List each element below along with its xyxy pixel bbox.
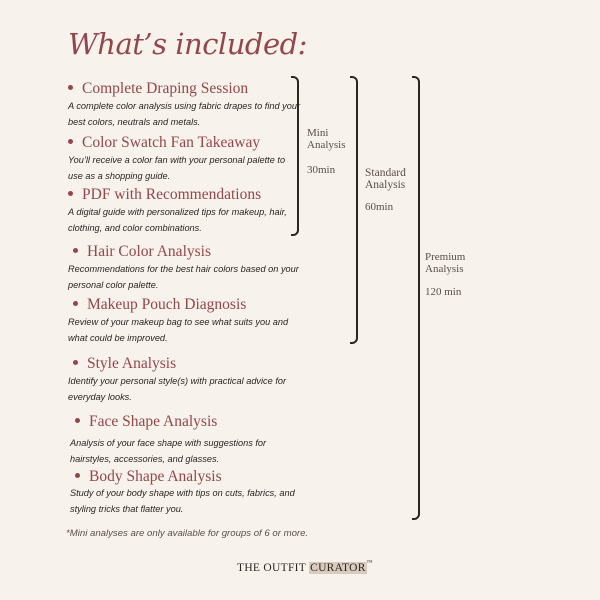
tier-mini-label: Mini Analysis <box>307 127 346 151</box>
tier-premium-duration: 120 min <box>425 286 462 298</box>
item-title-hair-color: Hair Color Analysis <box>73 243 211 261</box>
page-title: What’s included: <box>68 27 307 61</box>
item-desc-body-shape: Study of your body shape with tips on cuts, fabrics, and styling tricks that flatter you. <box>70 488 295 514</box>
mini-analysis-bracket <box>291 76 299 236</box>
tier-standard-duration: 60min <box>365 201 394 213</box>
bullet-icon <box>68 139 73 144</box>
bullet-icon <box>75 418 80 423</box>
item-title-pdf: PDF with Recommendations <box>68 186 261 204</box>
bullet-icon <box>68 85 73 90</box>
bullet-icon <box>73 248 78 253</box>
item-title-draping: Complete Draping Session <box>68 80 248 98</box>
item-title-makeup-pouch: Makeup Pouch Diagnosis <box>73 296 246 314</box>
bullet-icon <box>73 360 78 365</box>
item-desc-makeup-pouch: Review of your makeup bag to see what suits you and what could be improved. <box>68 317 289 343</box>
brand-logo: THE OUTFIT CURATOR™ <box>237 560 373 574</box>
footnote: *Mini analyses are only available for groups of 6 or more. <box>66 528 309 539</box>
tier-standard-label: Standard Analysis <box>365 167 406 191</box>
bullet-icon <box>68 191 73 196</box>
item-title-style: Style Analysis <box>73 355 176 373</box>
bullet-icon <box>73 301 78 306</box>
item-desc-style: Identify your personal style(s) with practical advice for everyday looks. <box>68 376 287 402</box>
standard-analysis-bracket <box>350 76 358 344</box>
item-desc-hair-color: Recommendations for the best hair colors based on your personal color palette. <box>68 264 299 290</box>
premium-analysis-bracket <box>412 76 420 520</box>
item-desc-draping: A complete color analysis using fabric drapes to find your best colors, neutrals and metals. <box>68 101 301 127</box>
bullet-icon <box>75 473 80 478</box>
item-title-body-shape: Body Shape Analysis <box>75 468 222 486</box>
tier-premium-label: Premium Analysis <box>425 251 466 275</box>
item-desc-swatch-fan: You’ll receive a color fan with your personal palette to use as a shopping guide. <box>68 155 286 181</box>
tier-mini-duration: 30min <box>307 164 336 176</box>
item-desc-face-shape: Analysis of your face shape with suggestions for hairstyles, accessories, and glasses. <box>70 438 267 464</box>
item-title-swatch-fan: Color Swatch Fan Takeaway <box>68 134 260 152</box>
item-desc-pdf: A digital guide with personalized tips for makeup, hair, clothing, and color combinations. <box>68 207 287 233</box>
item-title-face-shape: Face Shape Analysis <box>75 413 217 431</box>
